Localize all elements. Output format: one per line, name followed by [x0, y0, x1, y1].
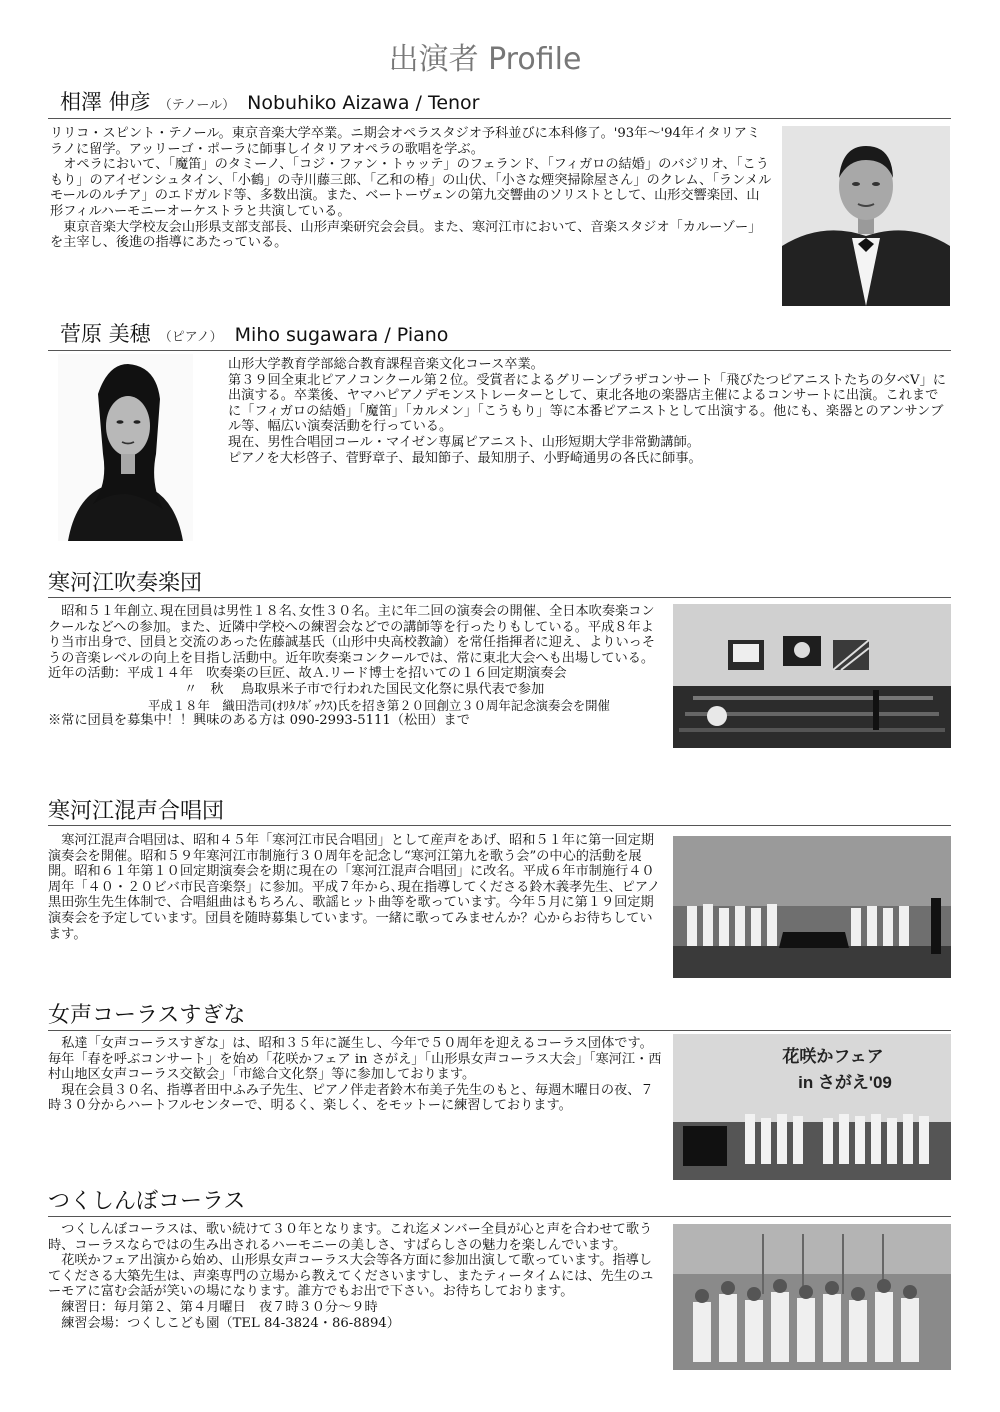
performer-piano-bio	[228, 357, 950, 466]
recruit-notice: ※常に団員を募集中！！興味のある方は 090-2993-5111（松田）まで	[48, 713, 470, 729]
band-concert-photo	[673, 604, 951, 748]
section-title: 女声コーラスすぎな	[48, 1003, 246, 1028]
section-title: つくしんぼコーラス	[48, 1189, 246, 1214]
tsukushinbo-group-photo	[673, 1224, 951, 1370]
performer-name: 相澤 伸彦	[60, 90, 151, 114]
bio-paragraph: 東京音楽大学校友会山形県支部支部長、山形声楽研究会会員。また、寒河江市において、音楽スタジオ「カルーゾー」を主宰し、後進の指導にあたっている。	[50, 219, 762, 251]
divider	[48, 118, 951, 119]
divider	[48, 1030, 951, 1031]
fair-sign-text: 花咲かフェア	[782, 1047, 884, 1066]
group-description	[48, 604, 664, 729]
practice-day: 練習日：毎月第２、第４月曜日 夜７時３０分～９時	[61, 1299, 378, 1315]
activity-item: 平成１８年 織田浩司(ｵﾘﾀﾉﾎﾞｯｸｽ)氏を招き第２０回創立３０周年記念演奏会を開催	[148, 697, 610, 713]
women-choir-fair-photo	[673, 1034, 951, 1180]
performer-name: 菅原 美穂	[60, 322, 151, 346]
section-title: 寒河江混声合唱団	[48, 799, 225, 824]
bio-paragraph: 第３９回全東北ピアノコンクール第２位。受賞者によるグリーンプラザコンサート「飛びたつピアニストたちの夕べV」に出演する。卒業後、ヤマハピアノデモンストレーターとして、東北各地の楽器店主催によるコンサートに出演。これまでに「フィガロの結婚」「魔笛」「カルメン」「こうもり」等に本番ピアニストとして出演する。他にも、楽器とのアンサンブル等、幅広い演奏活動を行っている。	[228, 372, 946, 435]
choir-concert-photo	[673, 836, 951, 978]
page-title: 出演者 Profile	[388, 42, 582, 77]
bio-paragraph: 現在、男性合唱団コール・マイゼン専属ピアニスト、山形短期大学非常勤講師。	[228, 434, 700, 450]
divider	[48, 825, 951, 826]
pianist-portrait-photo	[58, 354, 193, 541]
tenor-portrait-photo	[782, 126, 950, 306]
performer-role: （ピアノ）	[158, 330, 223, 345]
performer-piano-heading	[60, 318, 448, 348]
group-paragraph: つくしんぼコーラスは、歌い続けて３０年となります。これ迄メンバー全員が心と声を合わせて歌う時、コーラスならではの生み出されるハーモニーの美しさ、すばらしさの魅力を楽しんでいます。	[48, 1222, 653, 1253]
performer-latin-name: Nobuhiko Aizawa / Tenor	[247, 92, 480, 114]
bio-paragraph: ピアノを大杉啓子、菅野章子、最知節子、最知朋子、小野崎通男の各氏に師事。	[228, 450, 702, 466]
group-paragraph: 昭和５１年創立､現在団員は男性１８名､女性３０名。主に年二回の演奏会の開催、全日本吹奏楽コンクールなどへの参加。また、近隣中学校への練習会などでの講師等を行ったりもしている。平成８年より当市出身で、団員と交流のあった佐藤誠基氏（山形中央高校教諭）を常任指揮者に迎え、よりいっそうの音楽レベルの向上を目指し活動中。近年吹奏楽コンクールでは、常に東北大会へも出場している。	[48, 604, 656, 666]
group-description	[48, 833, 664, 942]
divider	[48, 1216, 951, 1217]
bio-paragraph: 山形大学教育学部総合教育課程音楽文化コース卒業。	[228, 357, 544, 372]
group-paragraph: 現在会員３０名、指導者田中ふみ子先生、ピアノ伴走者鈴木布美子先生のもと、毎週木曜日の夜、７時３０分からハートフルセンターで、明るく、楽しく、をモットーに練習しております。	[48, 1082, 654, 1114]
fair-sign-subtext: in さがえ'09	[798, 1073, 892, 1092]
practice-place: 練習会場：つくしこども園（TEL 84-3824・86-8894）	[61, 1315, 400, 1331]
activity-item: 〃 秋 鳥取県米子市で行われた国民文化祭に県代表で参加	[184, 681, 545, 697]
section-title: 寒河江吹奏楽団	[48, 571, 203, 596]
divider	[48, 350, 951, 351]
group-paragraph: 私達「女声コーラスすぎな」は、昭和３５年に誕生し、今年で５０周年を迎えるコーラス団体です。毎年「春を呼ぶコンサート」を始め「花咲かフェア in さがえ」「山形県女声コーラス大会」「寒河江・西村山地区女声コーラス交歓会」「市総合文化祭」等に参加しております。	[48, 1036, 662, 1083]
group-description	[48, 1222, 664, 1331]
group-description	[48, 1036, 664, 1114]
performer-tenor-bio	[50, 126, 772, 251]
bio-paragraph: リリコ・スピント・テノール。東京音楽大学卒業。ニ期会オペラスタジオ予科並びに本科修了。'93年～'94年イタリアミラノに留学。アッリーゴ・ポーラに師事しイタリアオペラの歌唱を学ぶ。	[50, 126, 761, 157]
performer-tenor-heading	[60, 86, 480, 116]
divider	[48, 597, 951, 598]
performer-role: （テノール）	[158, 98, 236, 113]
group-paragraph: 寒河江混声合唱団は、昭和４５年「寒河江市民合唱団」として産声をあげ、昭和５１年に第一回定期演奏会を開催。昭和５９年寒河江市制施行３０周年を記念し“寒河江第九を歌う会”の中心的活動を展開。昭和６１年第１０回定期演奏会を期に現在の「寒河江混声合唱団」に改名。平成６年市制施行４０周年「４０・２０ビバ市民音楽祭」に参加。平成７年から､現在指導してくださる鈴木義孝先生、ピアノ黒田弥生先生体制で、合唱組曲はもちろん、歌謡ヒット曲等を歌っています。今年５月に第１９回定期演奏会を予定しています。団員を随時募集しています。一緒に歌ってみませんか？心からお待ちしています。	[48, 833, 661, 942]
group-paragraph: 花咲かフェア出演から始め、山形県女声コーラス大会等各方面に参加出演して歌っています。指導してくださる大築先生は、声楽専門の立場から教えてくださいますし、またティータイムには、先生のユーモアに富む会話が笑いの場になります。誰方でもお出で下さい。お待ちしております。	[48, 1253, 654, 1300]
performer-latin-name: Miho sugawara / Piano	[234, 324, 449, 346]
bio-paragraph: オペラにおいて、「魔笛」のタミーノ、「コジ・ファン・トゥッテ」のフェランド、「フィガロの結婚」のバジリオ、「こうもり」のアイゼンシュタイン、「小鶴」の寺川藤三郎、「乙和の椿」の山伏、「小さな煙突掃除屋さん」のクレム、「ランメルモールのルチア」のエドガルド等、多数出演。また、ベートーヴェンの第九交響曲のソリストとして、山形交響楽団、山形フィルハーモニーオーケストラと共演している。	[50, 157, 772, 219]
activity-item: 近年の活動：平成１４年 吹奏楽の巨匠、故Ａ.リード博士を招いての１６回定期演奏会	[48, 666, 567, 682]
